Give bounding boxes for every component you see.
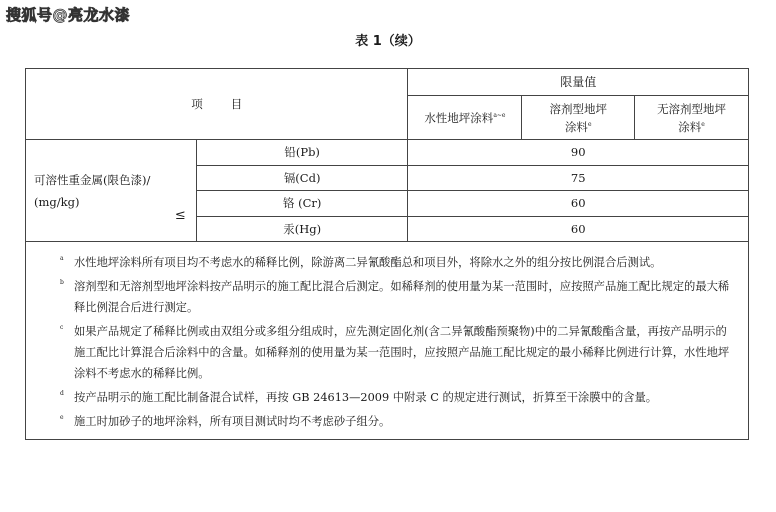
footnote-text: 水性地坪涂料所有项目均不考虑水的稀释比例，除游离二异氰酸酯总和项目外，将除水之外的组分按比例混合后测试。: [74, 256, 662, 269]
metal-limit-value: 90: [408, 140, 749, 166]
heavy-metal-label-line1: 可溶性重金属(限色漆)/: [34, 172, 151, 187]
col-header-solvent-line1: 溶剂型地坪: [549, 101, 607, 116]
item-header: [26, 69, 408, 140]
metal-name: 汞(Hg): [196, 216, 408, 242]
limits-table: [25, 68, 749, 440]
footnote-text: 按产品明示的施工配比制备混合试样，再按 GB 24613—2009 中附录 C 的规定进行测试，折算至干涂膜中的含量。: [74, 391, 658, 404]
heavy-metal-label: [26, 140, 197, 242]
metal-limit-value: 60: [408, 216, 749, 242]
footnote: [60, 321, 738, 384]
footnote-mark: b: [60, 279, 64, 286]
metal-name: 铬 (Cr): [196, 191, 408, 217]
footnote-mark: e: [60, 414, 64, 421]
col-header-waterborne: [408, 96, 522, 140]
footnote-mark: c: [60, 324, 64, 331]
footnote: [60, 411, 738, 432]
col-header-solventless-line2: 涂料: [678, 119, 702, 134]
footnote-mark: a: [60, 255, 64, 262]
footnote-text: 如果产品规定了稀释比例或由双组分或多组分组成时，应先测定固化剂(含二异氰酸酯预聚物)中的二异氰酸酯含量，再按产品明示的施工配比计算混合后涂料中的含量。如稀释剂的使用量为某一范围时，应按照产品施工配比规定的最小稀释比例进行计算，水性地坪涂料不考虑水的稀释比例。: [74, 325, 730, 380]
footnote: [60, 387, 738, 408]
col-header-waterborne-label: 水性地坪涂料: [424, 110, 494, 125]
metal-name: 铅(Pb): [196, 140, 408, 166]
col-header-solventless: [635, 96, 749, 140]
item-header-right: 目: [230, 97, 243, 111]
footnote-text: 溶剂型和无溶剂型地坪涂料按产品明示的施工配比混合后测定。如稀释剂的使用量为某一范围时，应按照产品施工配比规定的最大稀释比例混合后进行测定。: [74, 280, 730, 314]
table-title: 表 1（续）: [355, 34, 421, 49]
col-header-solventless-line1: 无溶剂型地坪: [657, 101, 727, 116]
watermark: 搜狐号@亮龙水漆: [6, 6, 131, 24]
footnote: [60, 276, 738, 318]
limit-header: 限量值: [408, 69, 749, 96]
metal-limit-value: 75: [408, 165, 749, 191]
footnote-text: 施工时加砂子的地坪涂料，所有项目测试时均不考虑砂子组分。: [74, 415, 391, 428]
metal-name: 镉(Cd): [196, 165, 408, 191]
col-header-solventless-sup: e: [701, 120, 705, 128]
footnote-mark: d: [60, 390, 64, 397]
col-header-solvent: [522, 96, 635, 140]
footnotes: [26, 242, 749, 440]
col-header-waterborne-sup: a~e: [493, 111, 506, 119]
leq-symbol: ≤: [174, 208, 186, 223]
metal-limit-value: 60: [408, 191, 749, 217]
col-header-solvent-line2: 涂料: [564, 119, 588, 134]
item-header-left: 项: [191, 97, 203, 111]
table-row: [26, 140, 749, 166]
col-header-solvent-sup: e: [587, 120, 592, 128]
heavy-metal-label-line2: (mg/kg): [34, 194, 80, 209]
footnote: [60, 252, 738, 273]
